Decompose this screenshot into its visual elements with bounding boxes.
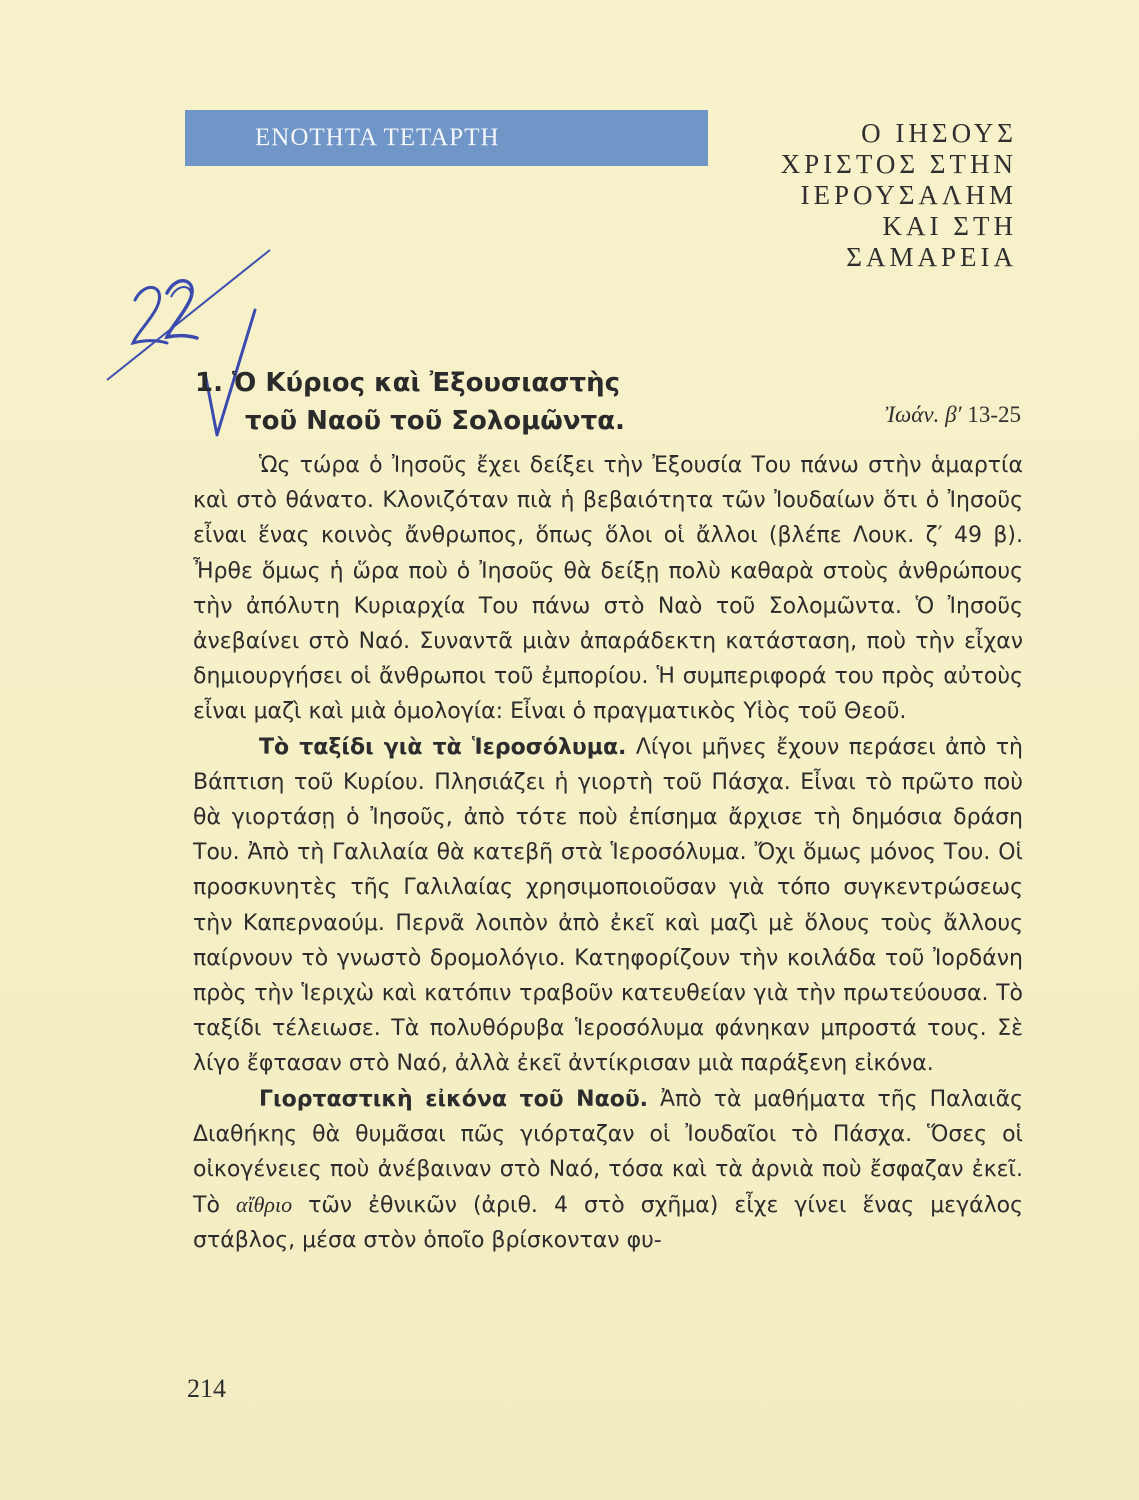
paragraph-text: Ἀπὸ τὰ μαθήματα τῆς Παλαιᾶς Διαθήκης θὰ θυμᾶσαι πῶς γιόρταζαν οἱ Ἰουδαῖοι τὸ Πάσχα. Ὅσες οἱ οἰκογένειες ποὺ ἀνέβαιναν στὸ Ναό, τόσα καὶ τὰ ἀρνιὰ ποὺ ἔσφαζαν ἐκεῖ. Τὸ (193, 1086, 1023, 1219)
reference-book: Ἰωάν. β′ (885, 402, 962, 427)
paragraph-text: τῶν ἐθνικῶν (ἀριθ. 4 στὸ σχῆμα) εἶχε γίνει ἕνας μεγάλος στάβλος, μέσα στὸν ὁποῖο βρίσκονταν φυ- (193, 1193, 1023, 1254)
paragraph (193, 448, 1023, 730)
paragraph-lead: Γιορταστικὴ εἰκόνα τοῦ Ναοῦ. (259, 1086, 649, 1112)
unit-banner (185, 110, 708, 166)
paragraph-text: Λίγοι μῆνες ἔχουν περάσει ἀπὸ τὴ Βάπτιση τοῦ Κυρίου. Πλησιάζει ἡ γιορτὴ τοῦ Πάσχα. Εἶναι τὸ πρῶτο ποὺ θὰ γιορτάσῃ ὁ Ἰησοῦς, ἀπὸ τότε ποὺ ἐπίσημα ἄρχισε τὴ δημόσια δράση Του. Ἀπὸ τὴ Γαλιλαία θὰ κατεβῆ στὰ Ἱεροσόλυμα. Ὄχι ὅμως μόνος Του. Οἱ προσκυνητὲς τῆς Γαλιλαίας χρησιμοποιοῦσαν γιὰ τόπο συγκεντρώσεως τὴν Καπερναούμ. Περνᾶ λοιπὸν ἀπὸ ἐκεῖ καὶ μαζὶ μὲ ὅλους τοὺς ἄλλους παίρνουν τὸ γνωστὸ δρομολόγιο. Κατηφορίζουν τὴν κοιλάδα τοῦ Ἰορδάνη πρὸς τὴν Ἱεριχὼ καὶ κατόπιν τραβοῦν κατευθείαν γιὰ τὴν πρωτεύουσα. Τὸ ταξίδι τέλειωσε. Τὰ πολυθόρυβα Ἱεροσόλυμα φάνηκαν μπροστά τους. Σὲ λίγο ἔφτασαν στὸ Ναό, ἀλλὰ ἐκεῖ ἀντίκρισαν μιὰ παράξενη εἰκόνα. (193, 734, 1023, 1077)
section-number: 1. (195, 368, 223, 398)
unit-banner-label: ΕΝΟΤΗΤΑ ΤΕΤΑΡΤΗ (255, 124, 500, 151)
chapter-title-line: ΧΡΙΣΤΟΣ ΣΤΗΝ (780, 149, 1017, 179)
paragraph (193, 730, 1023, 1082)
paragraph-italic-term: αἴθριο (235, 1192, 293, 1218)
paragraph-lead: Τὸ ταξίδι γιὰ τὰ Ἱεροσόλυμα. (259, 734, 627, 760)
page-number: 214 (187, 1374, 226, 1403)
body-text (193, 448, 1023, 1259)
section-heading-line2: τοῦ Ναοῦ τοῦ Σολομῶντα. (245, 406, 625, 436)
chapter-title-line: ΙΕΡΟΥΣΑΛΗΜ (800, 180, 1017, 210)
paragraph-text: Ὡς τώρα ὁ Ἰησοῦς ἔχει δείξει τὴν Ἐξουσία Του πάνω στὴν ἁμαρτία καὶ στὸ θάνατο. Κλονιζόταν πιὰ ἡ βεβαιότητα τῶν Ἰουδαίων ὅτι ὁ Ἰησοῦς εἶναι ἕνας κοινὸς ἄνθρωπος, ὅπως ὅλοι οἱ ἄλλοι (βλέπε Λουκ. ζ′ 49 β). Ἦρθε ὅμως ἡ ὥρα ποὺ ὁ Ἰησοῦς θὰ δείξῃ πολὺ καθαρὰ στοὺς ἀνθρώπους τὴν ἀπόλυτη Κυριαρχία Του πάνω στὸ Ναὸ τοῦ Σολομῶντα. Ὁ Ἰησοῦς ἀνεβαίνει στὸ Ναό. Συναντᾶ μιὰν ἀπαράδεκτη κατάσταση, ποὺ τὴν εἶχαν δημιουργήσει οἱ ἄνθρωποι τοῦ ἐμπορίου. Ἡ συμπεριφορά του πρὸς αὐτοὺς εἶναι μαζὶ καὶ μιὰ ὁμολογία: Εἶναι ὁ πραγματικὸς Υἱὸς τοῦ Θεοῦ. (193, 453, 1023, 725)
scripture-reference (885, 402, 1021, 428)
chapter-title-line: Ο ΙΗΣΟΥΣ (861, 118, 1017, 148)
chapter-title-line: ΣΑΜΑΡΕΙΑ (846, 242, 1017, 272)
chapter-title (697, 118, 1017, 273)
reference-verses: 13-25 (967, 402, 1021, 427)
section-heading-line1: Ὁ Κύριος καὶ Ἐξουσιαστὴς (232, 368, 620, 398)
chapter-title-line: ΚΑΙ ΣΤΗ (882, 211, 1017, 241)
paragraph (193, 1082, 1023, 1259)
